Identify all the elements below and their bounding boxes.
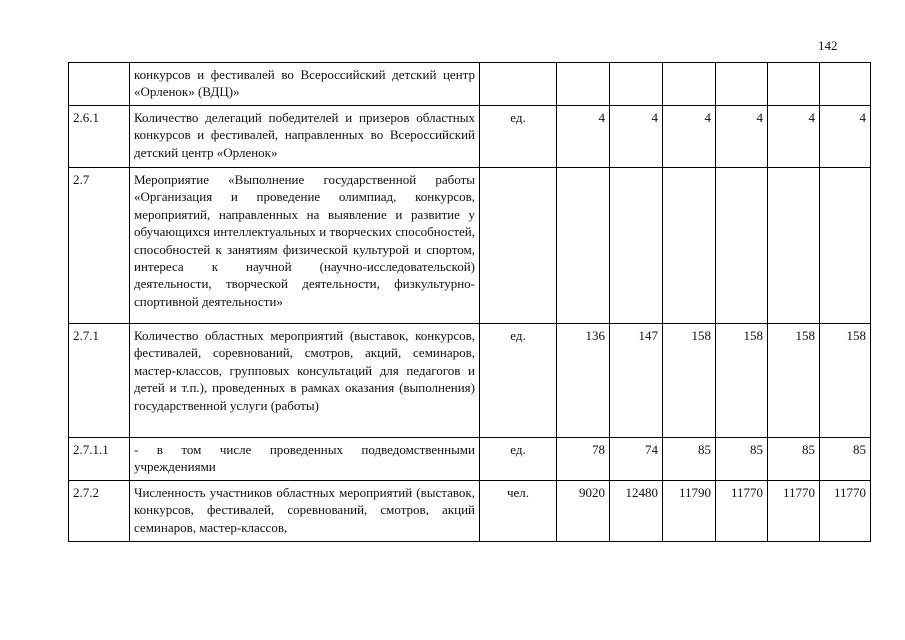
row-description-cell: Мероприятие «Выполнение государственной работы «Организация и проведение олимпиад, конкурсов, мероприятий, направленных на выявление и развитие у обучающихся интеллектуальных и творческих способностей, способностей к занятиям физической культурой и спортом, интереса к научной (научно-исследовательской) деятельности, творческой деятельности, физкультурно-спортивной деятельности» bbox=[130, 168, 480, 324]
row-value-cell: 158 bbox=[768, 324, 820, 438]
row-description-cell: конкурсов и фестивалей во Всероссийский детский центр «Орленок» (ВДЦ)» bbox=[130, 63, 480, 106]
row-value-cell: 9020 bbox=[557, 481, 610, 542]
row-value-cell: 136 bbox=[557, 324, 610, 438]
table-row bbox=[69, 168, 871, 324]
row-value-cell: 4 bbox=[610, 106, 663, 168]
row-value-cell: 78 bbox=[557, 438, 610, 481]
table-row bbox=[69, 63, 871, 106]
row-number-cell: 2.7.1.1 bbox=[69, 438, 130, 481]
row-value-cell bbox=[610, 168, 663, 324]
row-description-cell: Количество областных мероприятий (выставок, конкурсов, фестивалей, соревнований, смотров, акций, семинаров, мастер-классов, групповых консультаций для педагогов и детей и т.п.), проведенных в рамках оказания (выполнения) государственной услуги (работы) bbox=[130, 324, 480, 438]
row-value-cell: 85 bbox=[716, 438, 768, 481]
row-value-cell bbox=[716, 168, 768, 324]
row-unit-cell: ед. bbox=[480, 324, 557, 438]
row-unit-cell: ед. bbox=[480, 438, 557, 481]
table-row bbox=[69, 481, 871, 542]
row-value-cell: 11790 bbox=[663, 481, 716, 542]
row-value-cell: 74 bbox=[610, 438, 663, 481]
row-value-cell bbox=[663, 63, 716, 106]
row-value-cell bbox=[768, 168, 820, 324]
row-value-cell: 85 bbox=[768, 438, 820, 481]
row-number-cell bbox=[69, 63, 130, 106]
row-value-cell bbox=[557, 63, 610, 106]
row-unit-cell bbox=[480, 63, 557, 106]
row-unit-cell: ед. bbox=[480, 106, 557, 168]
row-value-cell bbox=[768, 63, 820, 106]
row-value-cell bbox=[610, 63, 663, 106]
table-body bbox=[69, 63, 871, 542]
row-description-cell: - в том числе проведенных подведомственными учреждениями bbox=[130, 438, 480, 481]
row-value-cell bbox=[820, 168, 871, 324]
row-description-cell: Количество делегаций победителей и призеров областных конкурсов и фестивалей, направленных во Всероссийский детский центр «Орленок» bbox=[130, 106, 480, 168]
page-number: 142 bbox=[818, 38, 838, 53]
row-value-cell: 147 bbox=[610, 324, 663, 438]
row-value-cell bbox=[663, 168, 716, 324]
row-value-cell: 158 bbox=[716, 324, 768, 438]
table-row bbox=[69, 324, 871, 438]
table-row bbox=[69, 106, 871, 168]
row-description-cell: Численность участников областных мероприятий (выставок, конкурсов, фестивалей, соревнований, смотров, акций семинаров, мастер-классов, bbox=[130, 481, 480, 542]
row-value-cell: 11770 bbox=[716, 481, 768, 542]
row-value-cell: 85 bbox=[663, 438, 716, 481]
row-unit-cell bbox=[480, 168, 557, 324]
row-number-cell: 2.7.2 bbox=[69, 481, 130, 542]
row-value-cell: 4 bbox=[663, 106, 716, 168]
row-value-cell: 11770 bbox=[768, 481, 820, 542]
row-value-cell: 158 bbox=[663, 324, 716, 438]
row-value-cell bbox=[557, 168, 610, 324]
row-number-cell: 2.7 bbox=[69, 168, 130, 324]
row-value-cell: 12480 bbox=[610, 481, 663, 542]
row-value-cell: 11770 bbox=[820, 481, 871, 542]
table-row bbox=[69, 438, 871, 481]
row-value-cell: 85 bbox=[820, 438, 871, 481]
row-value-cell: 158 bbox=[820, 324, 871, 438]
indicators-table bbox=[68, 62, 871, 542]
row-unit-cell: чел. bbox=[480, 481, 557, 542]
row-number-cell: 2.6.1 bbox=[69, 106, 130, 168]
row-value-cell bbox=[716, 63, 768, 106]
row-number-cell: 2.7.1 bbox=[69, 324, 130, 438]
row-value-cell: 4 bbox=[557, 106, 610, 168]
row-value-cell: 4 bbox=[768, 106, 820, 168]
row-value-cell bbox=[820, 63, 871, 106]
row-value-cell: 4 bbox=[820, 106, 871, 168]
row-value-cell: 4 bbox=[716, 106, 768, 168]
